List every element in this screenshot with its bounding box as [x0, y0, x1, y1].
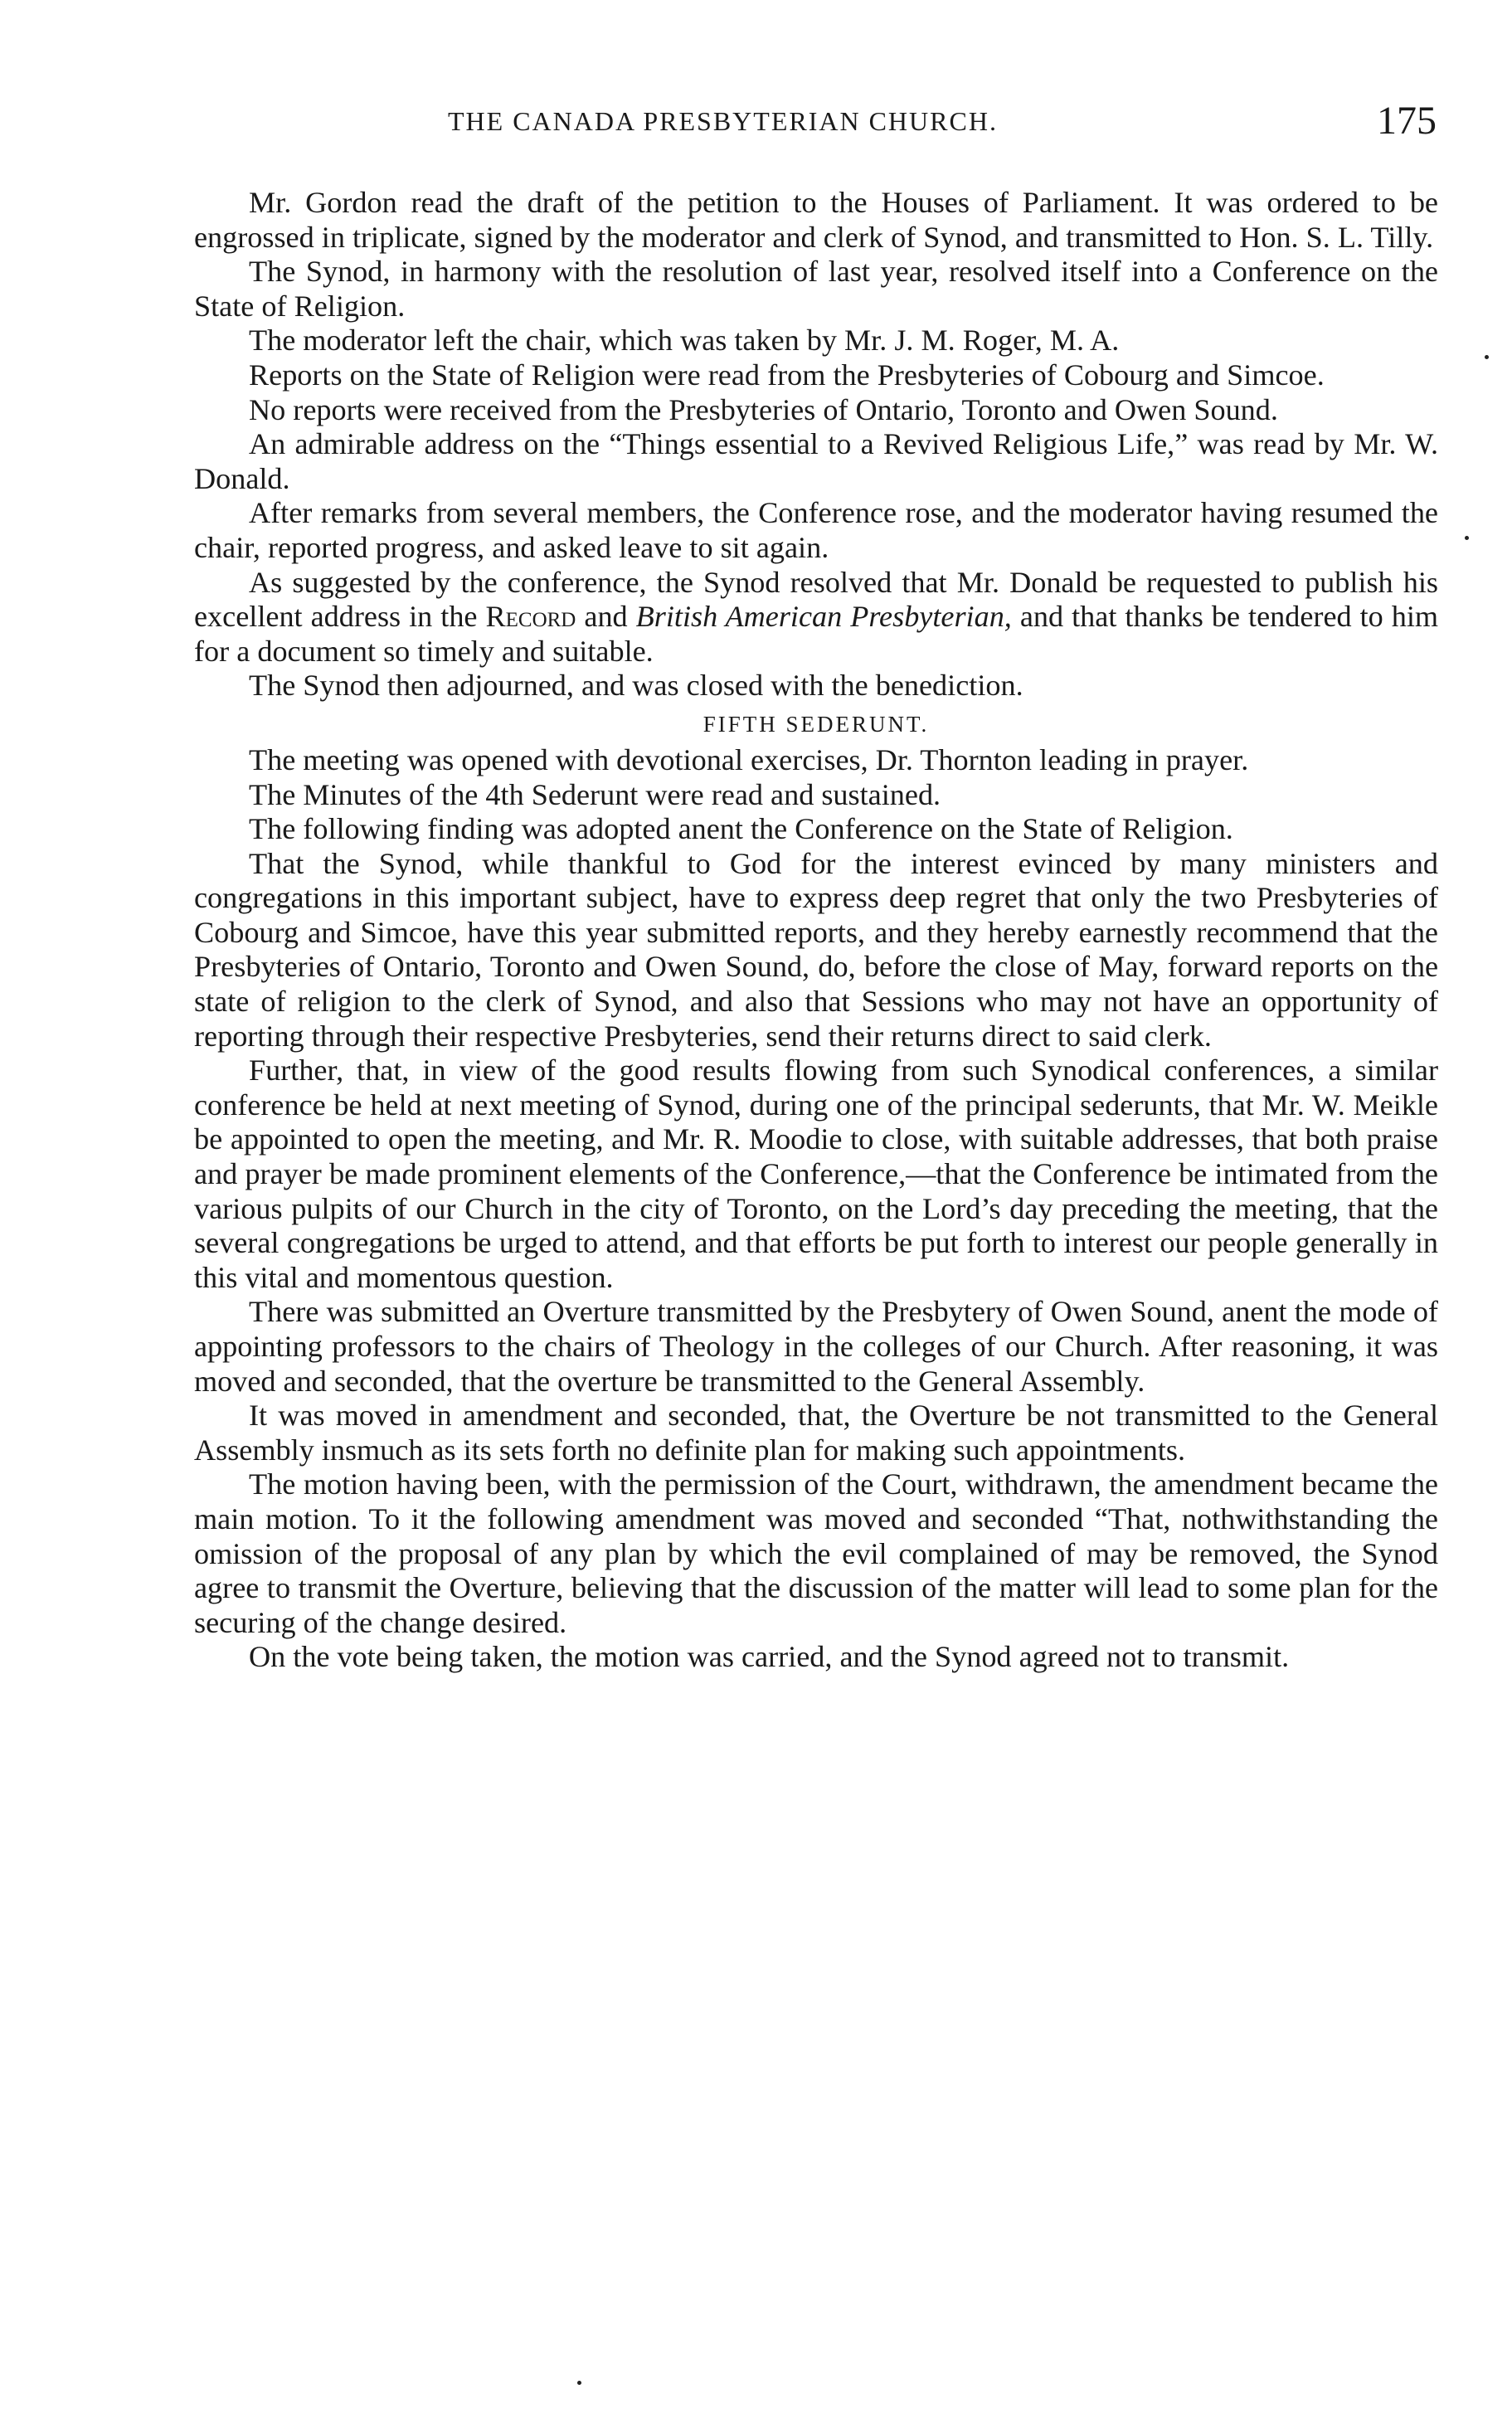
paragraph: The Synod, in harmony with the resolution of last year, resolved itself into a Conference on the State of Religion.	[194, 255, 1438, 323]
paragraph: Reports on the State of Religion were read from the Presbyteries of Cobourg and Simcoe.	[249, 358, 1325, 392]
paragraph: The Synod then adjourned, and was closed with the benediction.	[249, 669, 1023, 703]
print-speck	[1465, 536, 1469, 540]
print-speck	[577, 2381, 581, 2385]
paragraph: The moderator left the chair, which was taken by Mr. J. M. Roger, M. A.	[249, 324, 1120, 358]
resolution-text-end: and that thanks be tendered to him for a document so timely and suitable.	[194, 600, 1439, 668]
paragraph: The following finding was adopted anent the Conference on the State of Religion.	[249, 812, 1233, 846]
paragraph: An admirable address on the “Things essential to a Revived Religious Life,” was read by Mr. W. Donald.	[194, 427, 1438, 495]
running-head: THE CANADA PRESBYTERIAN CHURCH.	[448, 106, 998, 136]
paragraph: Mr. Gordon read the draft of the petition to the Houses of Parliament. It was ordered to be engrossed in triplicate, signed by the moderator and clerk of Synod, and transmitted to Hon. S. L. Tilly.	[194, 186, 1438, 254]
paragraph: The meeting was opened with devotional exercises, Dr. Thornton leading in prayer.	[249, 742, 1249, 776]
page-number: 175	[1377, 99, 1437, 143]
paragraph: After remarks from several members, the Conference rose, and the moderator having resumed the chair, reported progress, and asked leave to sit again.	[194, 496, 1438, 564]
body-text	[194, 186, 1438, 1675]
paragraph: No reports were received from the Presbyteries of Ontario, Toronto and Owen Sound.	[249, 392, 1278, 426]
paragraph: Further, that, in view of the good results flowing from such Synodical conferences, a similar conference be held at next meeting of Synod, during one of the principal sederunts, that Mr. W. Meikle be appointed to open the meeting, and Mr. R. Moodie to close, with suitable addresses, that both praise and prayer be made prominent elements of the Conference,—that the Conference be intimated from the various pulpits of our Church in the city of Toronto, on the Lord’s day preceding the meeting, that the several congregations be urged to attend, and that efforts be put forth to interest our people generally in this vital and momentous question.	[194, 1053, 1438, 1294]
resolution-text-start: As suggested by the conference, the Synod resolved that Mr. Donald be requested to publish his excellent address in the	[194, 565, 1438, 634]
paragraph: That the Synod, while thankful to God for the interest evinced by many ministers and congregations in this important subject, have to express deep regret that only the two Presbyteries of Cobourg and Simcoe, have this year submitted reports, and they hereby earnestly recommend that the Presbyteries of Ontario, Toronto and Owen Sound, do, before the close of May, forward reports on the state of religion to the clerk of Synod, and also that Sessions who may not have an opportunity of reporting through their respective Presbyteries, send their returns direct to said clerk.	[194, 846, 1438, 1053]
paragraph: There was submitted an Overture transmitted by the Presbytery of Owen Sound, anent the mode of appointing professors to the chairs of Theology in the colleges of our Church. After reasoning, it was moved and seconded, that the overture be transmitted to the General Assembly.	[194, 1295, 1438, 1398]
paragraph: The Minutes of the 4th Sederunt were read and sustained.	[249, 777, 941, 811]
conjunction: and	[584, 600, 628, 634]
paragraph: On the vote being taken, the motion was carried, and the Synod agreed not to transmit.	[249, 1640, 1290, 1674]
record-title: Record	[485, 600, 576, 634]
paragraph: The motion having been, with the permission of the Court, withdrawn, the amendment became the main motion. To it the following amendment was moved and seconded “That, nothwithstanding the omission of the proposal of any plan by which the evil complained of may be removed, the Synod agree to transmit the Overture, believing that the discussion of the matter will lead to some plan for the securing of the change desired.	[194, 1467, 1438, 1639]
resolution-paragraph	[194, 566, 1438, 669]
section-heading: FIFTH SEDERUNT.	[703, 711, 930, 737]
print-speck	[1485, 355, 1489, 359]
paragraph: It was moved in amendment and seconded, that, the Overture be not transmitted to the General Assembly insmuch as its sets forth no definite plan for making such appointments.	[194, 1399, 1438, 1467]
periodical-title: British American Presbyterian,	[635, 600, 1012, 634]
